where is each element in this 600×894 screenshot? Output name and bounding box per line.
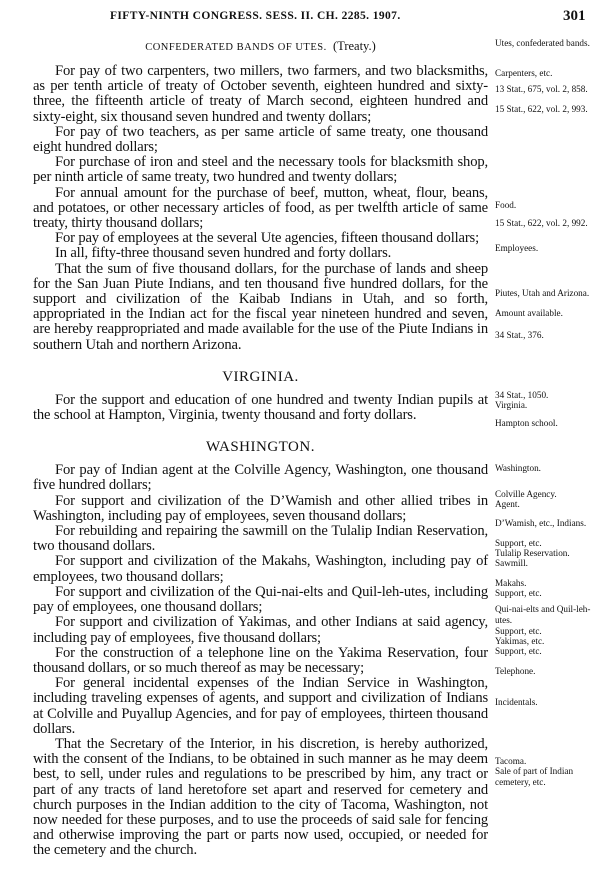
margin-note: Support, etc. xyxy=(495,646,542,656)
section-heading-washington: WASHINGTON. xyxy=(206,439,315,456)
margin-note: Utes, confederated bands. xyxy=(495,38,590,48)
heading-utes-treaty: (Treaty.) xyxy=(332,39,376,53)
margin-note: Support, etc. xyxy=(495,588,542,598)
margin-note: Sale of part of Indian cemetery, etc. xyxy=(495,766,574,787)
margin-note: Support, etc. xyxy=(495,538,542,548)
margin-note: Telephone. xyxy=(495,666,536,676)
paragraph: That the sum of five thousand dollars, for the purchase of lands and sheep for the San Juan Piute Indians, and ten thousand five hundred dollars, for the support and civilization of the Kaibab Indians in Utah, and so forth, appropriated in the Indian act for the fiscal year nineteen hundred and seven, are hereby reappropriated and made available for the use of the Piute Indians in southern Utah and northern Arizona. xyxy=(33,260,488,353)
paragraph: For general incidental expenses of the Indian Service in Washington, including traveling expenses of agents, and support and civilization of Indians at Colville and Puyallup Agencies, and for pay of employees, thirteen thousand dollars. xyxy=(33,675,488,737)
margin-note: Incidentals. xyxy=(495,697,538,707)
margin-note: D’Wamish, etc., Indians. xyxy=(495,518,587,528)
paragraph: For pay of two carpenters, two millers, two farmers, and two blacksmiths, as per tenth article of treaty of October seventh, eighteen hundred and sixty-three, the fifteenth article of treaty of March second, eighteen hundred and sixty-eight, six thousand seven hundred and twenty dollars; xyxy=(33,63,488,125)
margin-note: Hampton school. xyxy=(495,418,558,428)
paragraph: For the construction of a telephone line on the Yakima Reservation, four thousand dollars, or so much thereof as may be necessary; xyxy=(33,644,488,676)
paragraph: For annual amount for the purchase of beef, mutton, wheat, flour, beans, and potatoes, or other necessary articles of food, as per twelfth article of same treaty, thirty thousand dollars; xyxy=(33,184,488,232)
margin-note: 15 Stat., 622, vol. 2, 993. xyxy=(495,104,588,114)
paragraph: In all, fifty-three thousand seven hundred and forty dollars. xyxy=(55,245,392,262)
margin-note: 34 Stat., 376. xyxy=(495,330,544,340)
margin-note: Sawmill. xyxy=(495,558,528,568)
main-text xyxy=(33,36,488,859)
margin-note: Qui-nai-elts and Quil-leh-utes. xyxy=(495,604,591,625)
paragraph: That the Secretary of the Interior, in his discretion, is hereby authorized, with the consent of the Indians, to be obtained in such manner as he may deem best, to sell, under rules and regulations to be prescribed by him, any tract or part of any tracts of land heretofore set apart and reserved for cemetery and church purposes in the Indian addition to the city of Tacoma, Washington, not now needed for these purposes, and to use the proceeds of said sale for fencing and otherwise improving the part or parts now used, occupied, or needed for the cemetery and the church. xyxy=(33,735,488,859)
margin-note: Makahs. xyxy=(495,578,527,588)
section-heading-utes xyxy=(33,36,488,58)
paragraph: For pay of Indian agent at the Colville Agency, Washington, one thousand five hundred dollars; xyxy=(33,462,488,494)
paragraph: For support and civilization of the D’Wamish and other allied tribes in Washington, including pay of employees, seven thousand dollars; xyxy=(33,492,488,524)
paragraph: For pay of two teachers, as per same article of same treaty, one thousand eight hundred dollars; xyxy=(33,123,488,156)
margin-note: Employees. xyxy=(495,243,539,253)
page-header xyxy=(0,8,600,28)
margin-note: Virginia. xyxy=(495,400,528,410)
margin-note: 34 Stat., 1050. xyxy=(495,390,549,400)
paragraph: For rebuilding and repairing the sawmill on the Tulalip Indian Reservation, two thousand dollars. xyxy=(33,523,488,555)
margin-note: Support, etc. xyxy=(495,626,542,636)
margin-note: Washington. xyxy=(495,463,541,473)
margin-note: Colville Agency. xyxy=(495,489,557,499)
margin-note: Agent. xyxy=(495,499,520,509)
paragraph: For support and civilization of the Qui-nai-elts and Quil-leh-utes, including pay of employees, one thousand dollars; xyxy=(33,583,488,616)
margin-note: Food. xyxy=(495,200,517,210)
margin-note: 15 Stat., 622, vol. 2, 992. xyxy=(495,218,588,228)
paragraph: For support and civilization of Yakimas, and other Indians at said agency, including pay of employees, five thousand dollars; xyxy=(33,614,488,646)
paragraph: For the support and education of one hundred and twenty Indian pupils at the school at Hampton, Virginia, twenty thousand and forty dollars. xyxy=(33,391,488,424)
running-head: FIFTY-NINTH CONGRESS. SESS. II. CH. 2285. 1907. xyxy=(110,10,401,22)
paragraph: For purchase of iron and steel and the necessary tools for blacksmith shop, per ninth article of same treaty, two hundred and twenty dollars; xyxy=(33,154,488,186)
margin-note: 13 Stat., 675, vol. 2, 858. xyxy=(495,84,588,94)
margin-note: Tacoma. xyxy=(495,756,527,766)
margin-note: Piutes, Utah and Arizona. xyxy=(495,288,590,298)
margin-note: Tulalip Reservation. xyxy=(495,548,570,558)
paragraph: For support and civilization of the Makahs, Washington, including pay of employees, two thousand dollars; xyxy=(33,553,488,585)
paragraph: For pay of employees at the several Ute agencies, fifteen thousand dollars; xyxy=(55,230,479,247)
margin-note: Amount available. xyxy=(495,308,563,318)
page-number: 301 xyxy=(563,8,586,24)
heading-utes-text: CONFEDERATED BANDS OF UTES. xyxy=(145,42,327,53)
margin-note: Yakimas, etc. xyxy=(495,636,545,646)
section-heading-virginia: VIRGINIA. xyxy=(222,368,299,385)
margin-note: Carpenters, etc. xyxy=(495,68,553,78)
